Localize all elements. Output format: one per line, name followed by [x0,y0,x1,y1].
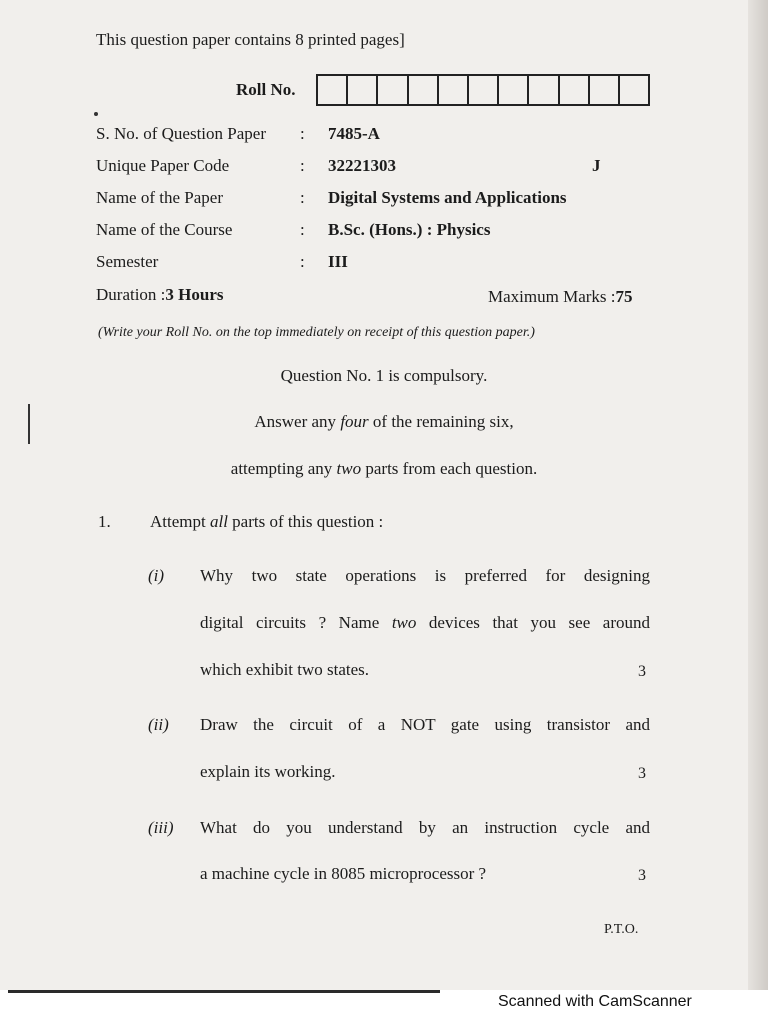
part-text-line: Why two state operations is preferred for designing [200,566,650,585]
duration [96,285,224,305]
part-number: (i) [148,566,165,585]
part-text-line [200,613,650,633]
pages-note: This question paper contains 8 printed pages] [96,30,405,49]
roll-number-cell[interactable] [590,76,620,104]
part-marks: 3 [638,663,646,680]
scanner-watermark: Scanned with CamScanner [498,993,692,1010]
roll-number-cell[interactable] [499,76,529,104]
roll-number-cell[interactable] [469,76,499,104]
max-marks-value: 75 [615,287,633,306]
roll-number-cell[interactable] [560,76,590,104]
part-marks: 3 [638,765,646,782]
question-intro-text: parts of this question : [227,512,384,531]
instruction-compulsory: Question No. 1 is compulsory. [280,366,488,385]
max-marks-label: Maximum Marks : [488,287,616,306]
serial-label: S. No. of Question Paper [96,124,266,143]
colon: : [300,252,305,271]
instruction-text: Answer any [254,412,341,431]
paper-label: Name of the Paper [96,188,223,207]
part-text: digital circuits ? Name [200,613,392,632]
scan-bottom-line [8,990,440,993]
part-text-line: Draw the circuit of a NOT gate using transistor and [200,715,650,734]
scan-artifact [28,404,30,444]
colon: : [300,124,305,143]
roll-number-cell[interactable] [318,76,348,104]
part-text-line: which exhibit two states. [200,660,370,679]
colon: : [300,156,305,175]
code-value: 32221303 [328,156,396,175]
roll-number-cell[interactable] [620,76,648,104]
part-number: (iii) [148,818,174,837]
part-text-line: explain its working. [200,762,336,781]
roll-number-cell[interactable] [409,76,439,104]
code-label: Unique Paper Code [96,156,230,175]
roll-label: Roll No. [236,80,296,99]
question-intro-text: Attempt [150,512,210,531]
semester-label: Semester [96,252,159,271]
semester-value: III [328,252,348,271]
serial-value: 7485-A [328,124,380,143]
instruction-emphasis: four [340,412,369,431]
duration-label: Duration : [96,285,166,304]
instruction-attempting [0,459,768,479]
instruction-text: of the remaining six, [368,412,514,431]
instruction-emphasis: two [336,459,362,478]
part-emphasis: two [391,613,417,632]
question-intro [150,512,383,532]
part-number: (ii) [148,715,169,734]
instruction-answer-any [0,412,768,432]
part-text-line: a machine cycle in 8085 microprocessor ? [200,864,487,883]
roll-number-cell[interactable] [439,76,469,104]
roll-number-cell[interactable] [378,76,408,104]
part-text-line: What do you understand by an instruction cycle and [200,818,650,837]
duration-value: 3 Hours [165,285,224,304]
roll-number-cell[interactable] [529,76,559,104]
roll-number-cell[interactable] [348,76,378,104]
part-marks: 3 [638,867,646,884]
code-tag: J [592,156,601,175]
roll-instruction-note: (Write your Roll No. on the top immediately on receipt of this question paper.) [98,325,535,340]
colon: : [300,188,305,207]
page-edge-shadow [748,0,768,990]
scan-artifact [94,112,98,116]
question-intro-emphasis: all [209,512,228,531]
course-value: B.Sc. (Hons.) : Physics [328,220,491,239]
please-turn-over: P.T.O. [604,922,639,937]
course-label: Name of the Course [96,220,233,239]
instruction-text: attempting any [230,459,337,478]
colon: : [300,220,305,239]
roll-number-boxes[interactable] [316,74,650,106]
question-number: 1. [98,512,111,531]
instruction-text: parts from each question. [361,459,538,478]
part-text: devices that you see around [416,613,650,632]
paper-value: Digital Systems and Applications [328,188,567,207]
max-marks [488,287,633,307]
